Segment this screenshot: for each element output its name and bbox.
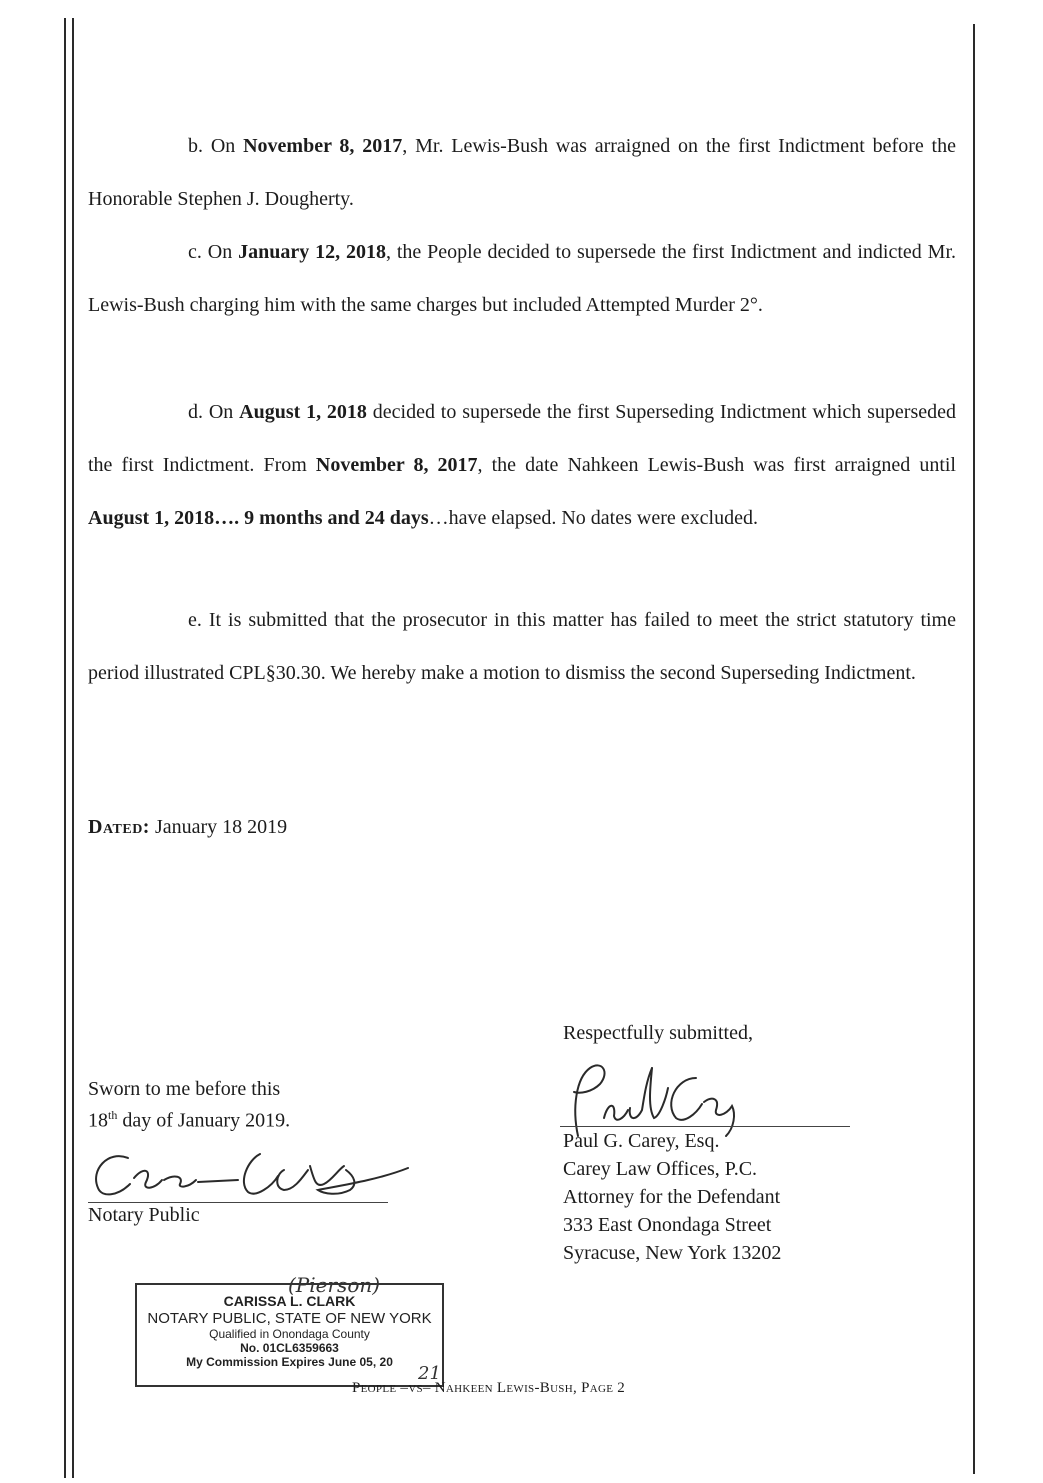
sworn-line-1: Sworn to me before this (88, 1078, 281, 1100)
notary-signature-image (88, 1140, 418, 1208)
paragraph-c (88, 226, 956, 332)
paragraph-b-date: November 8, 2017 (243, 135, 403, 157)
paragraph-c-text-1: c. On (188, 241, 239, 263)
stamp-county: Qualified in Onondaga County (209, 1327, 370, 1341)
notary-public-label: Notary Public (88, 1204, 200, 1226)
stamp-title: NOTARY PUBLIC, STATE OF NEW YORK (147, 1310, 432, 1327)
page-footer: People –vs– Nahkeen Lewis-Bush, Page 2 (352, 1380, 626, 1396)
stamp-handwritten-year: 21 (418, 1363, 441, 1384)
paragraph-b (88, 120, 956, 226)
notary-signature-line (88, 1202, 388, 1203)
paragraph-b-text-2: , Mr. Lewis-Bush was arraigned on the first Indictment before the Honorable Stephen J. Dougherty. (88, 135, 956, 210)
paragraph-d-date-2: November 8, 2017 (315, 454, 478, 476)
attorney-street: 333 East Onondaga Street (563, 1214, 772, 1236)
paragraph-d-elapsed: August 1, 2018…. 9 months and 24 days (88, 507, 429, 529)
attorney-role: Attorney for the Defendant (563, 1186, 781, 1208)
dated-value: January 18 2019 (154, 816, 288, 838)
dated-line (88, 816, 287, 839)
attorney-name: Paul G. Carey, Esq. (563, 1130, 720, 1152)
sworn-rest: day of January 2019. (117, 1109, 291, 1132)
sworn-statement (88, 1076, 290, 1134)
scan-margin-line-left-outer (64, 18, 66, 1478)
stamp-number: No. 01CL6359663 (240, 1341, 339, 1355)
paragraph-d-text-2: decided to supersede the first Superseding Indictment which superseded the first Indictment. From (88, 401, 956, 476)
sworn-line-2 (88, 1102, 290, 1134)
paragraph-c-date: January 12, 2018 (238, 241, 386, 263)
stamp-name: CARISSA L. CLARK (223, 1293, 356, 1309)
paragraph-b-text-1: b. On (188, 135, 244, 157)
sworn-day: 18 (88, 1109, 108, 1132)
stamp-handwritten-name: (Pierson) (288, 1273, 381, 1297)
scan-margin-line-left-inner (72, 18, 74, 1478)
scan-margin-line-right (973, 24, 975, 1474)
paragraph-c-text-2: , the People decided to supersede the first Indictment and indicted Mr. Lewis-Bush charging him with the same charges but included Attempted Murder 2°. (88, 241, 957, 316)
attorney-block (563, 1127, 781, 1267)
closing-respectfully-submitted: Respectfully submitted, (563, 1022, 753, 1044)
paragraph-d-date-1: August 1, 2018 (239, 401, 367, 423)
dated-label: Dated: (88, 816, 150, 838)
sworn-day-suffix: th (108, 1108, 118, 1122)
notary-stamp (135, 1283, 444, 1387)
paragraph-e: e. It is submitted that the prosecutor in this matter has failed to meet the strict statutory time period illustrated CPL§30.30. We hereby make a motion to dismiss the second Superseding Indictment. (88, 609, 956, 684)
paragraph-d-text-3: , the date Nahkeen Lewis-Bush was first arraigned until (477, 454, 956, 476)
notary-signature-strokes (96, 1154, 408, 1194)
paragraph-d-text-4: …have elapsed. No dates were excluded. (428, 507, 758, 529)
attorney-firm: Carey Law Offices, P.C. (563, 1158, 758, 1180)
stamp-expires: My Commission Expires June 05, 20 (186, 1355, 393, 1369)
paragraph-d-text-1: d. On (188, 401, 240, 423)
attorney-city: Syracuse, New York 13202 (563, 1242, 782, 1264)
paragraph-d (88, 386, 956, 545)
